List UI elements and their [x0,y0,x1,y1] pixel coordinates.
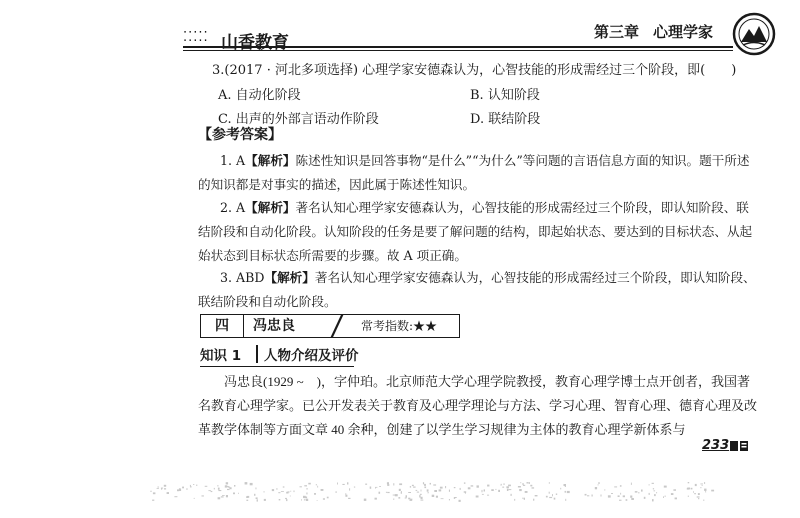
answer-text: 陈述性知识是回答事物“是什么”“为什么”等问题的言语信息方面的知识。题干所述的知识都是对事实的描述，因此属于陈述性知识。 [198,153,750,192]
brand-name: 山香教育 [221,33,289,53]
frequency-stars: ★★ [413,319,438,333]
answer-lead: 1. A [220,153,246,168]
analysis-tag: 【解析】 [245,200,296,215]
analysis-tag: 【解析】 [264,270,315,285]
analysis-tag: 【解析】 [245,153,296,168]
answer-lead: 2. A [220,200,246,215]
frequency-indicator [361,315,437,337]
chapter-number: 第三章 [594,23,640,41]
chapter-heading [594,21,727,42]
publisher-logo-icon [732,12,776,56]
option-c: C. 出声的外部言语动作阶段 [218,112,379,127]
section-divider-slash [327,315,347,337]
header-rule-thin [183,50,733,51]
chapter-title: 心理学家 [653,23,714,41]
section-name: 冯忠良 [253,318,295,334]
knowledge-label: 知识 1 [200,348,242,364]
header-dots: ⁚⁚⁚⁚⁚ [183,30,209,45]
scan-bleed-through [150,478,720,504]
answer-lead: 3. ABD [220,270,265,285]
answer-item-2 [198,196,758,268]
biography-paragraph [198,370,758,442]
knowledge-divider [256,345,258,363]
biography-text: 冯忠良(1929 ~ )，字仲珀。北京师范大学心理学院教授，教育心理学博士点开创者，我国著名教育心理学家。已公开发表关于教育及心理学理论与方法、学习心理、智育心理、德育心理及改革教学体制等方面文章 40 余种，创建了以学生学习规律为主体的教育心理学新体系与 [198,374,758,437]
book-icon [730,440,748,452]
option-a: A. 自动化阶段 [218,88,301,103]
page-number: 233 [702,438,730,453]
answer-heading: 【参考答案】 [198,127,282,143]
option-d: D. 联结阶段 [470,112,541,127]
section-banner [200,314,460,338]
answer-item-3 [198,266,758,314]
header-rule [183,46,733,48]
knowledge-title: 人物介绍及评价 [264,348,359,364]
answer-item-1 [198,149,758,197]
answer-text: 著名认知心理学家安德森认为，心智技能的形成需经过三个阶段，即认知阶段、联结阶段和自动化阶段。认知阶段的任务是要了解问题的结构，即起始状态、要达到的目标状态、从起始状态到目标状态所需要的步骤。故 A 项正确。 [198,200,753,263]
section-number: 四 [201,315,244,337]
frequency-label: 常考指数: [361,319,414,333]
header-brand-area [183,26,363,52]
knowledge-underline [200,366,354,367]
option-b: B. 认知阶段 [470,88,540,103]
answer-text: 著名认知心理学家安德森认为，心智技能的形成需经过三个阶段，即认知阶段、联结阶段和自动化阶段。 [198,270,756,309]
question-stem: 3.(2017 · 河北多项选择) 心理学家安德森认为，心智技能的形成需经过三个阶段，即( ) [212,63,737,78]
